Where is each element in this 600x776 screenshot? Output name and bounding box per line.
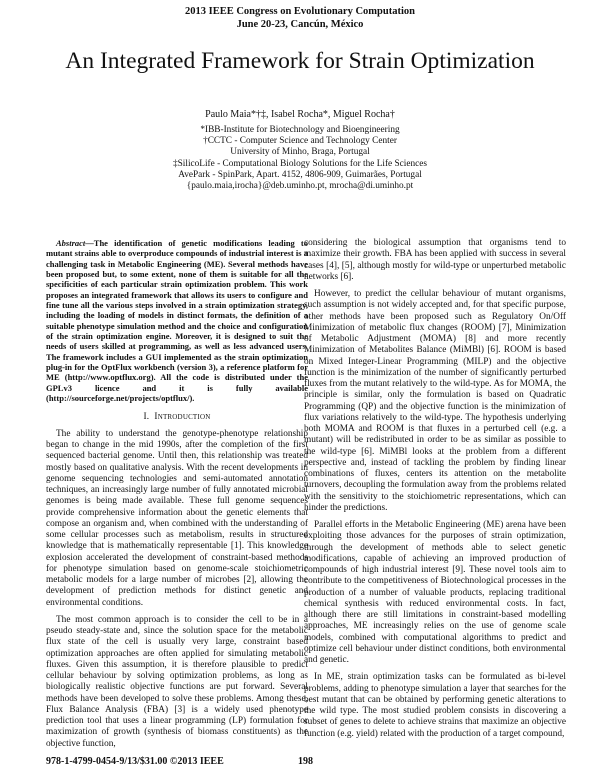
body-paragraph: Parallel efforts in the Metabolic Engineering (ME) arena have been exploiting those advances for the purposes of strain optimization, through the development of methods able to select genetic modifications, capable of achieving an improved production of compounds of high industrial interest [9]. These novel tools aim to contribute to the competitiveness of Biotechnological processes in the production of a number of valuable products, replacing traditional chemical synthesis with reduced environmental costs. In fact, although there are still limitations in constraint-based modelling approaches, ME increasingly relies on the use of genome scale models, combined with computational algorithms to predict and optimize cell behaviour under distinct conditions, both environmental and genetic. bbox=[304, 520, 566, 665]
paper-title: An Integrated Framework for Strain Optimization bbox=[65, 48, 535, 74]
abstract-text: —The identification of genetic modifications leading to mutant strains able to overproduce compounds of industrial interest is a challenging task in Metabolic Engineering (ME). Several methods have been proposed but, to some extent, none of them is suitable for all the specificities of each particular strain optimization problem. This work proposes an integrated framework that allows its users to configure and fine tune all the various steps involved in a strain optimization strategy, including the loading of models in distinct formats, the definition of a suitable phenotype simulation method and the choice and configuration of the strain optimization engine. Moreover, it is designed to suit the needs of users skilled at programming, as well as less advanced users. The framework includes a GUI implemented as the strain optimization plug-in for the OptFlux workbench (version 3), a reference platform for ME (http://www.optflux.org). All the code is distributed under the GPLv3 licence and it is fully available (http://sourceforge.net/projects/optflux/). bbox=[46, 238, 308, 404]
body-paragraph: However, to predict the cellular behaviour of mutant organisms, such assumption is not widely accepted and, for that specific purpose, other methods have been proposed such as Regulatory On/Off Minimization of metabolic flux changes (ROOM) [7], Minimization of Metabolic Adjustment (MOMA) [8] and more recently Minimization of Metabolites Balance (MiMBl) [6]. ROOM is based on Mixed Integer-Linear Programming (MILP) and the objective function is the minimization of the number of significantly perturbed fluxes from the mutant relatively to the wild-type. As for MOMA, the principle is similar, only the formulation is based on Quadratic Programming (QP) and the objective function is the minimization of flux variations relatively to the wild-type. The hypothesis underlying both MOMA and ROOM is that fluxes in a perturbed cell (e.g. a mutant) will be redistributed in order to be as similar as possible to the wild-type [6]. MiMBl looks at the problem from a different perspective and, instead of tackling the problem by finding linear combinations of fluxes, centers its attention on the metabolite turnovers, decoupling the formulation away from the problems related with the sensitivity to the stoichiometric representations, which can hinder the predictions. bbox=[304, 289, 566, 513]
affiliation-line: †CCTC - Computer Science and Technology Center bbox=[203, 136, 397, 147]
section-heading bbox=[46, 412, 308, 423]
abstract-label: Abstract bbox=[56, 238, 86, 248]
right-column bbox=[304, 238, 566, 740]
left-column bbox=[46, 238, 308, 750]
author-list: Paulo Maia*†‡, Isabel Rocha*, Miguel Rocha† bbox=[205, 109, 395, 120]
conference-name: 2013 IEEE Congress on Evolutionary Computation bbox=[185, 6, 415, 17]
body-paragraph: In ME, strain optimization tasks can be formulated as bi-level problems, adding to phenotype simulation a layer that searches for the best mutant that can be obtained by performing genetic alterations to the wild type. The most studied problem consists in discovering a subset of genes to delete to achieve strains that maximize an objective function (e.g. yield) related with the production of a target compound, bbox=[304, 672, 566, 739]
body-paragraph: considering the biological assumption that organisms tend to maximize their growth. FBA has been applied with success in several cases [4], [5], although mostly for wild-type or unperturbed metabolic networks [6]. bbox=[304, 238, 566, 282]
affiliation-line: *IBB-Institute for Biotechnology and Bioengineering bbox=[200, 125, 400, 135]
body-paragraph: The ability to understand the genotype-phenotype relationship began to change in the mid 1990s, after the completion of the first sequenced bacterial genome. Until then, this relationship was treated mostly based on qualitative analysis. With the recent developments in genome sequencing technologies and semi-automated annotation techniques, an increasingly large number of fully annotated microbial genomes is being made available. These full genome sequences provide comprehensive information about the genetic elements that compose an organism and, when combined with the understanding of some cellular processes such as metabolism, results in structured knowledge that is mathematically representable [1]. This knowledge explosion accelerated the development of constraint-based methods for phenotype simulation based on genome-scale stoichiometric metabolic models for a large number of microbes [2], allowing the development of prediction methods for distinct genetic and environmental conditions. bbox=[46, 428, 308, 608]
author-emails: {paulo.maia,irocha}@deb.uminho.pt, mrocha@di.uminho.pt bbox=[186, 181, 414, 192]
affiliation-line: AvePark - SpinPark, Apart. 4152, 4806-909, Guimarães, Portugal bbox=[178, 169, 422, 180]
affiliation-line: University of Minho, Braga, Portugal bbox=[230, 147, 370, 158]
section-number: I. bbox=[143, 411, 150, 422]
conference-header bbox=[0, 6, 600, 31]
section-title: Introduction bbox=[154, 411, 211, 422]
isbn-copyright: 978-1-4799-0454-9/13/$31.00 ©2013 IEEE bbox=[46, 756, 224, 767]
conference-dates: June 20-23, Cancún, México bbox=[236, 18, 364, 30]
affiliations bbox=[0, 125, 600, 192]
abstract bbox=[46, 238, 308, 404]
affiliation-line: ‡SilicoLife - Computational Biology Solutions for the Life Sciences bbox=[172, 158, 428, 169]
page-number: 198 bbox=[298, 756, 313, 767]
body-paragraph: The most common approach is to consider the cell to be in a pseudo steady-state and, since the solution space for the metabolic flux state of the cell is usually very large, constraint based optimization approaches are often applied for simulating metabolic fluxes. Given this assumption, it is therefore plausible to predict cellular behaviour by solving optimization problems, as long as biologically realistic objective functions are put forward. Several methods have been developed to solve these problems. Among these, Flux Balance Analysis (FBA) [3] is a widely used phenotype prediction tool that uses a linear programming (LP) formulation for maximization of growth (synthesis of biomass constituents) as the objective function, bbox=[46, 614, 308, 749]
